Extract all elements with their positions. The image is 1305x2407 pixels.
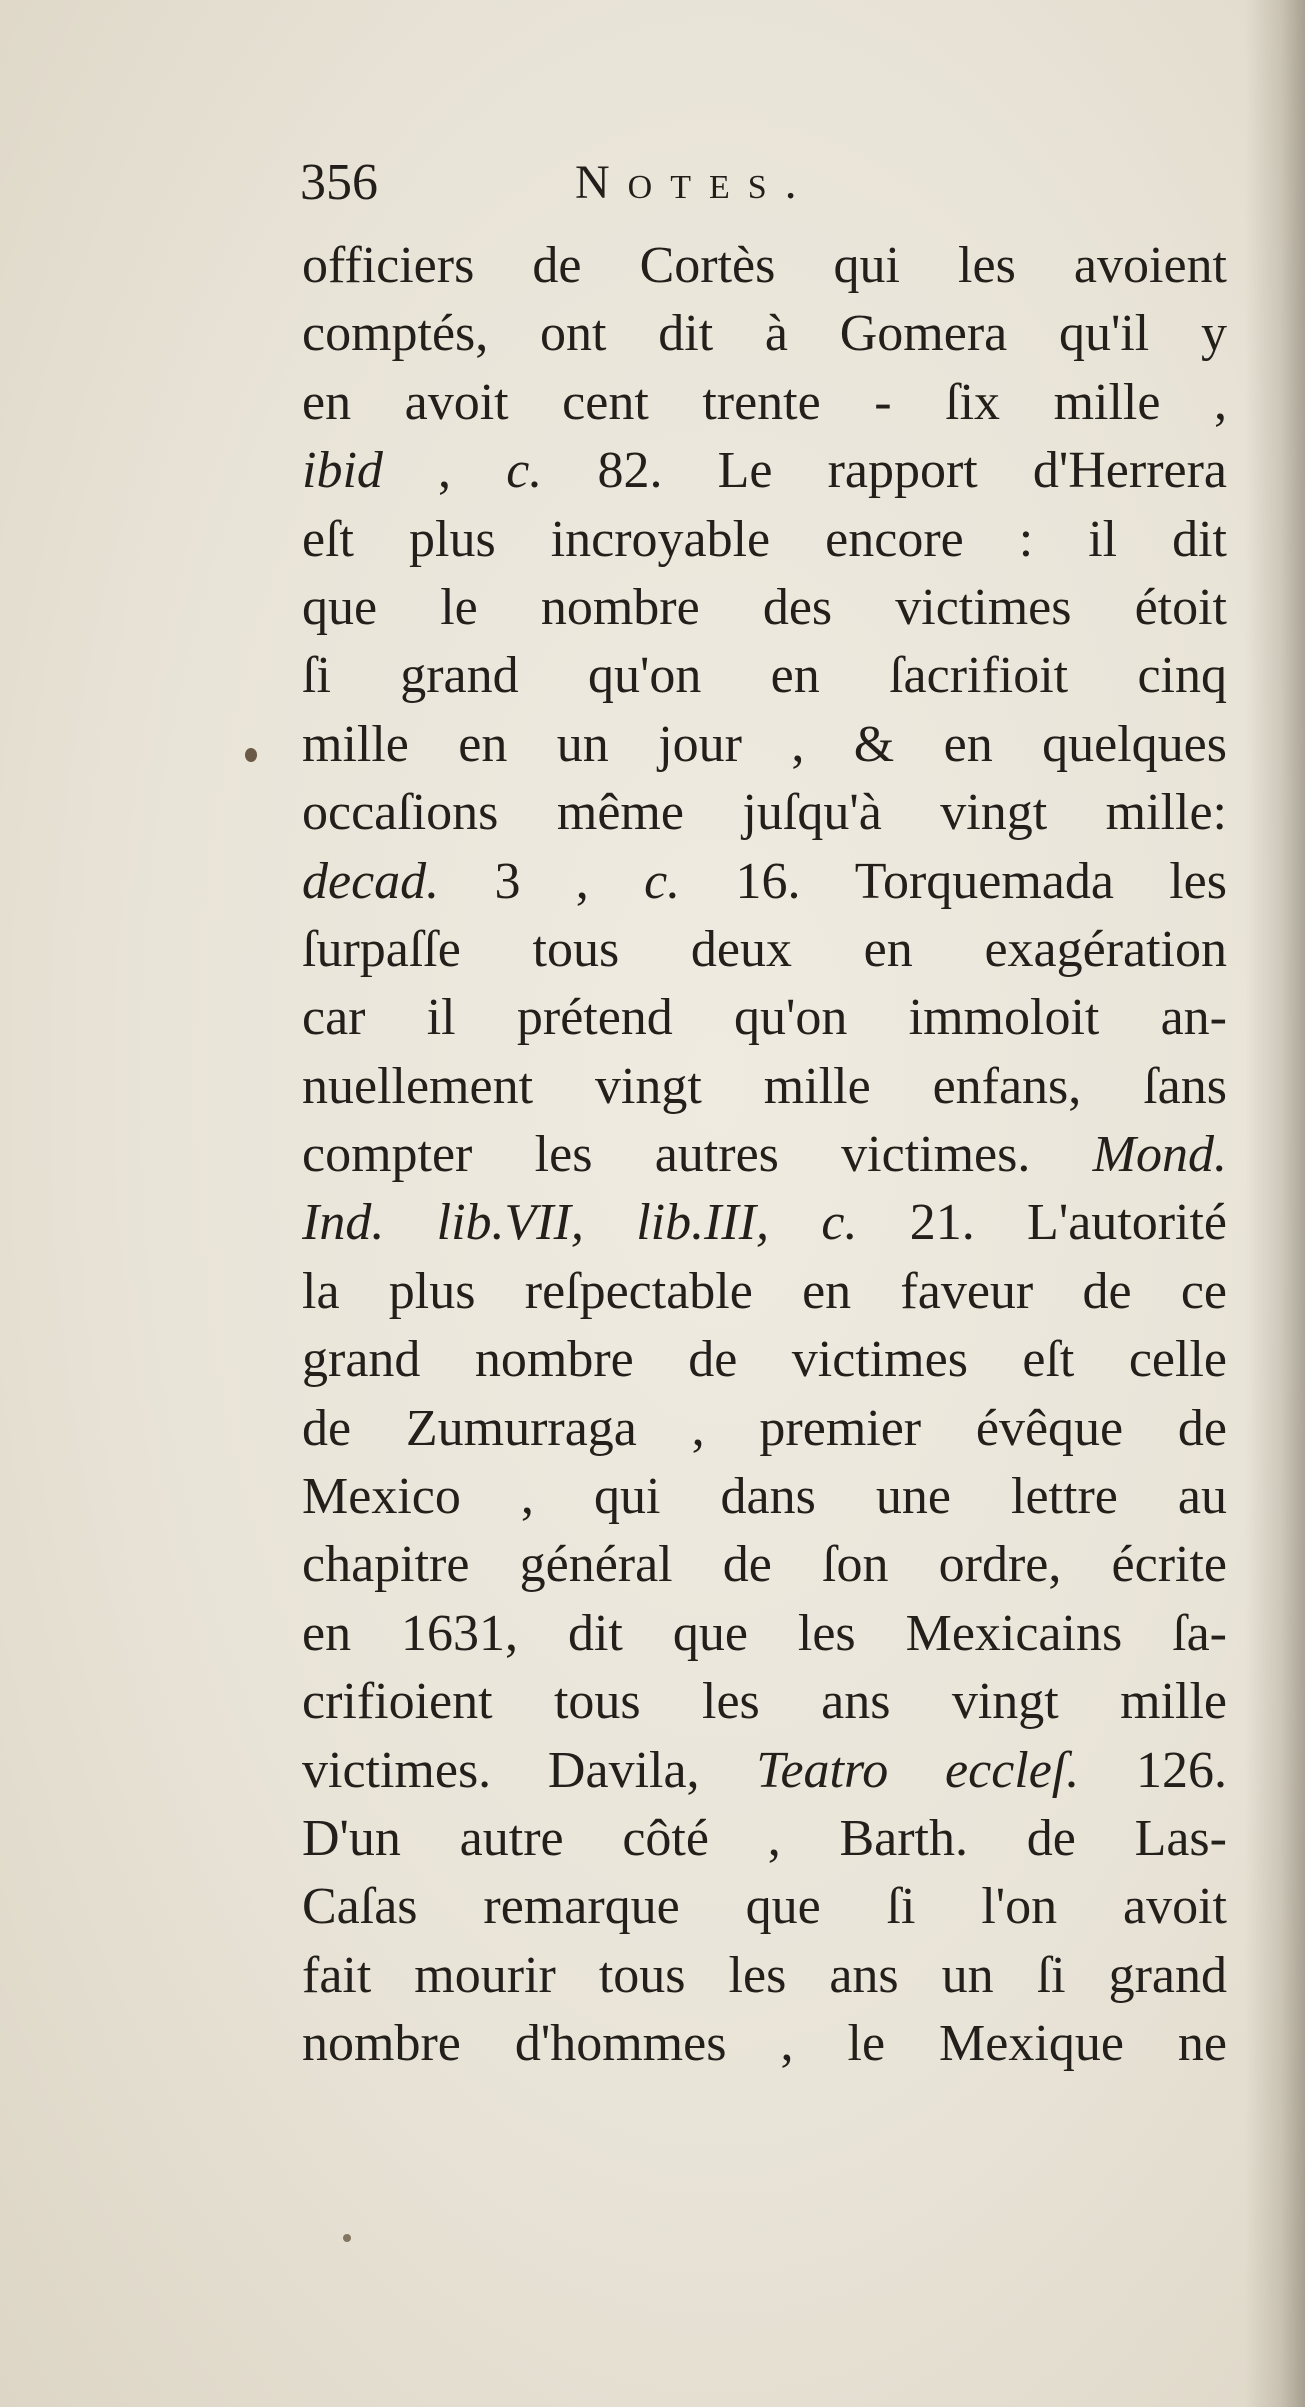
ink-spot xyxy=(245,748,257,762)
text-segment: Teatro eccleſ. xyxy=(756,1741,1080,1799)
page-header xyxy=(300,148,940,218)
text-segment: car il prétend qu'on immoloit an- xyxy=(302,989,1227,1047)
text-segment: c. xyxy=(506,442,543,500)
running-head: Notes. xyxy=(575,156,815,209)
text-segment: 21. L'autorité xyxy=(857,1194,1227,1252)
text-segment: ibid xyxy=(302,442,383,500)
text-segment: crifioient tous les ans vingt mille xyxy=(302,1673,1227,1731)
text-segment: , xyxy=(382,442,507,500)
text-segment: compter les autres victimes. xyxy=(302,1126,1093,1184)
text-segment: Ind. lib.VII, lib.III, c. xyxy=(302,1194,858,1252)
text-segment: 16. Torquemada les xyxy=(680,852,1227,910)
text-segment: eſt plus incroyable encore : il dit xyxy=(302,510,1227,568)
text-line xyxy=(302,1258,1227,1326)
text-segment: c. xyxy=(644,852,681,910)
text-line xyxy=(302,711,1227,779)
text-line xyxy=(302,1463,1227,1531)
ink-spot xyxy=(343,2234,351,2242)
text-segment: 126. xyxy=(1079,1741,1227,1799)
text-line xyxy=(302,506,1227,574)
text-segment: ſi grand qu'on en ſacrifioit cinq xyxy=(302,647,1227,705)
page-number: 356 xyxy=(300,154,378,211)
footnote-text-block xyxy=(302,232,1227,2079)
text-segment: 3 , xyxy=(439,852,645,910)
text-line xyxy=(302,232,1227,300)
text-segment: fait mourir tous les ans un ſi grand xyxy=(302,1946,1227,2004)
text-line xyxy=(302,2010,1227,2078)
text-segment: Mexico , qui dans une lettre au xyxy=(302,1468,1227,1526)
text-segment: Mond. xyxy=(1092,1126,1227,1184)
text-segment: 82. Le rapport d'Herrera xyxy=(542,442,1227,500)
text-segment: la plus reſpectable en faveur de ce xyxy=(302,1262,1227,1320)
text-line xyxy=(302,1395,1227,1463)
text-segment: nombre d'hommes , le Mexique ne xyxy=(302,2015,1227,2073)
text-line xyxy=(302,1737,1227,1805)
text-line xyxy=(302,369,1227,437)
text-line xyxy=(302,1326,1227,1394)
text-line xyxy=(302,1189,1227,1257)
text-segment: comptés, ont dit à Gomera qu'il y xyxy=(302,305,1227,363)
text-line xyxy=(302,984,1227,1052)
text-segment: ſurpaſſe tous deux en exagération xyxy=(302,920,1227,978)
text-line xyxy=(302,1668,1227,1736)
page-edge-shadow xyxy=(1245,0,1305,2407)
text-line xyxy=(302,574,1227,642)
text-line xyxy=(302,300,1227,368)
text-segment: victimes. Davila, xyxy=(302,1741,757,1799)
text-line xyxy=(302,1942,1227,2010)
text-line xyxy=(302,1873,1227,1941)
text-segment: Caſas remarque que ſi l'on avoit xyxy=(302,1878,1227,1936)
text-segment: officiers de Cortès qui les avoient xyxy=(302,237,1227,294)
text-segment: decad. xyxy=(302,852,440,910)
text-segment: nuellement vingt mille enfans, ſans xyxy=(302,1057,1227,1115)
text-segment: D'un autre côté , Barth. de Las- xyxy=(302,1809,1227,1867)
text-line xyxy=(302,642,1227,710)
text-line xyxy=(302,437,1227,505)
text-line xyxy=(302,779,1227,847)
text-segment: occaſions même juſqu'à vingt mille: xyxy=(302,784,1227,842)
text-segment: grand nombre de victimes eſt celle xyxy=(302,1331,1227,1389)
text-line xyxy=(302,1053,1227,1121)
text-line xyxy=(302,1600,1227,1668)
text-line xyxy=(302,1121,1227,1189)
text-segment: en 1631, dit que les Mexicains ſa- xyxy=(302,1604,1227,1662)
text-line xyxy=(302,1531,1227,1599)
text-segment: en avoit cent trente - ſix mille , xyxy=(302,373,1227,431)
text-segment: chapitre général de ſon ordre, écrite xyxy=(302,1536,1227,1594)
text-line xyxy=(302,1805,1227,1873)
text-segment: mille en un jour , & en quelques xyxy=(302,715,1227,773)
text-line xyxy=(302,916,1227,984)
text-segment: que le nombre des victimes étoit xyxy=(302,578,1227,636)
text-line xyxy=(302,848,1227,916)
text-segment: de Zumurraga , premier évêque de xyxy=(302,1399,1227,1457)
